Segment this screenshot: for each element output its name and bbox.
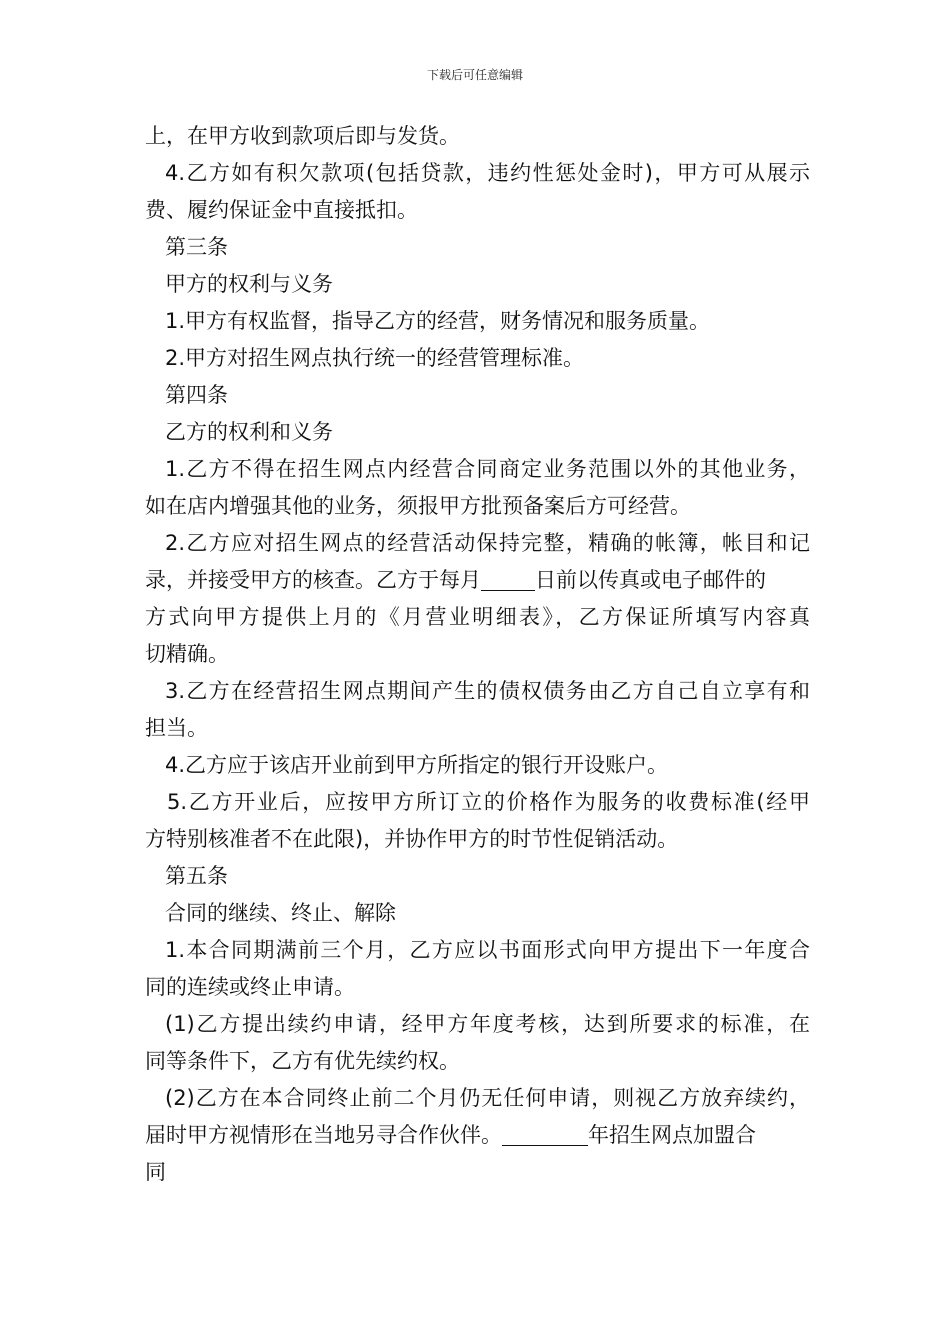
paragraph-line: 4.乙方如有积欠款项(包括贷款，违约性惩处金时)，甲方可从展示 [165,161,810,185]
paragraph-line: 上，在甲方收到款项后即与发货。 [145,124,460,148]
paragraph-line: 1.甲方有权监督，指导乙方的经营，财务情况和服务质量。 [165,309,711,333]
paragraph-line: 同的连续或终止申请。 [145,975,355,999]
paragraph-line: 同等条件下，乙方有优先续约权。 [145,1049,460,1073]
paragraph-line: 切精确。 [145,642,229,666]
section-subtitle: 乙方的权利和义务 [165,420,333,444]
paragraph-line: 4.乙方应于该店开业前到甲方所指定的银行开设账户。 [165,753,669,777]
paragraph-line: 5.乙方开业后，应按甲方所订立的价格作为服务的收费标准(经甲 [167,790,810,814]
paragraph-line: 2.甲方对招生网点执行统一的经营管理标准。 [165,346,585,370]
paragraph-line [145,1117,810,1154]
paragraph-line: 1.乙方不得在招生网点内经营合同商定业务范围以外的其他业务， [165,457,810,481]
fill-in-blank [481,566,535,591]
paragraph-line: 同 [145,1160,166,1184]
section-heading: 第三条 [165,235,228,259]
section-heading: 第五条 [165,864,228,888]
paragraph-line: 1.本合同期满前三个月，乙方应以书面形式向甲方提出下一年度合 [165,938,810,962]
line-text: 录，并接受甲方的核查。乙方于每月 [145,568,481,592]
paragraph-line: 2.乙方应对招生网点的经营活动保持完整，精确的帐簿，帐目和记 [165,531,810,555]
paragraph-line: 担当。 [145,716,208,740]
paragraph-line: 3.乙方在经营招生网点期间产生的债权债务由乙方自己自立享有和 [165,679,810,703]
line-text: 届时甲方视情形在当地另寻合作伙伴。 [145,1123,502,1147]
section-subtitle: 甲方的权利与义务 [165,272,333,296]
section-subtitle: 合同的继续、终止、解除 [165,901,396,925]
line-text: 年招生网点加盟合 [588,1123,756,1147]
document-body [145,118,810,1191]
paragraph-line: (2)乙方在本合同终止前二个月仍无任何申请，则视乙方放弃续约， [165,1086,810,1110]
page-header: 下载后可任意编辑 [426,68,523,82]
section-heading: 第四条 [165,383,228,407]
paragraph-line: (1)乙方提出续约申请，经甲方年度考核，达到所要求的标准，在 [165,1012,810,1036]
fill-in-blank [502,1121,588,1146]
paragraph-line: 方式向甲方提供上月的《月营业明细表》，乙方保证所填写内容真 [145,605,810,629]
paragraph-line: 费、履约保证金中直接抵扣。 [145,198,418,222]
paragraph-line: 方特别核准者不在此限)，并协作甲方的时节性促销活动。 [145,827,679,851]
paragraph-line [145,562,810,599]
paragraph-line: 如在店内增强其他的业务，须报甲方批预备案后方可经营。 [145,494,691,518]
line-text: 日前以传真或电子邮件的 [535,568,766,592]
